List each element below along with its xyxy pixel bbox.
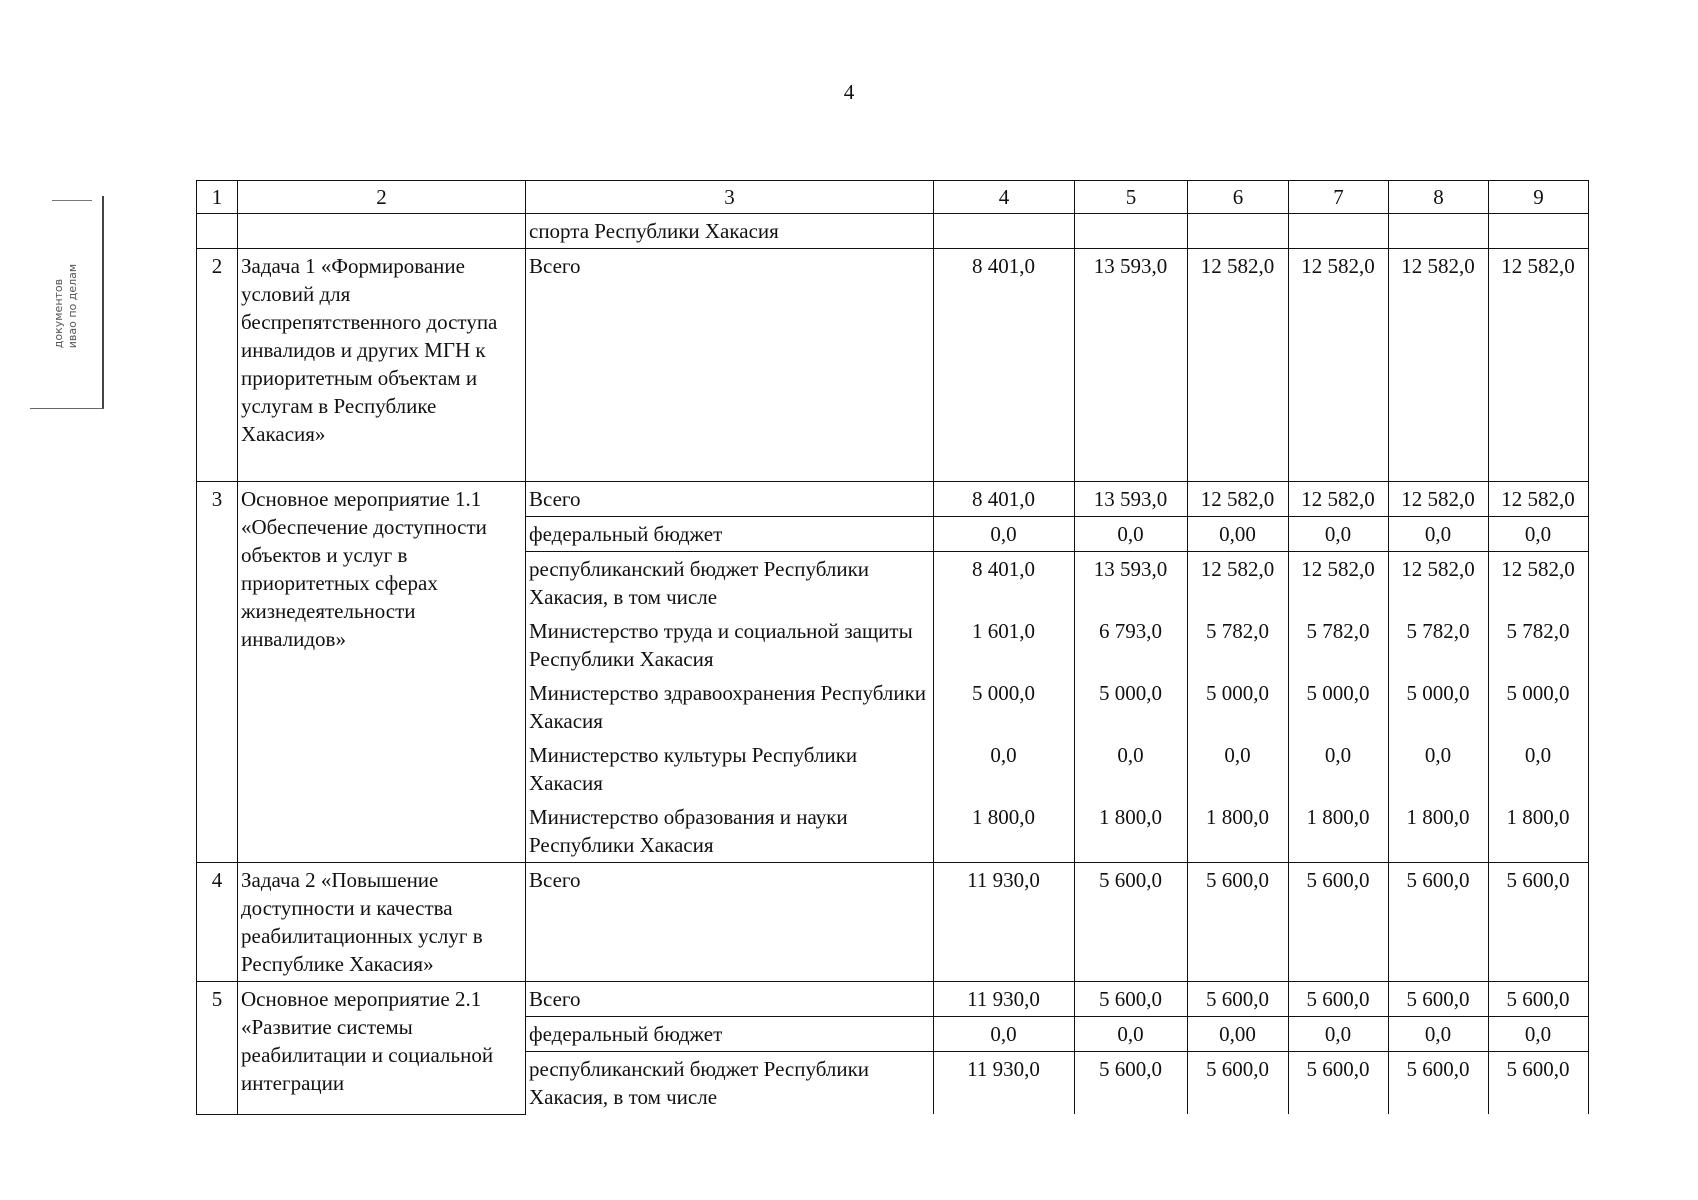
header-cell: 2 [238,181,526,214]
table-row [197,863,1589,982]
value-cell: 0,0 [1075,517,1188,552]
value-cell: 0,0 [1075,1017,1188,1052]
value-cell: 12 582,0 [1389,482,1489,517]
value-cell: 12 582,0 [1289,482,1389,517]
value-cell: 0,0 [934,517,1075,552]
value-cell: 11 930,0 [934,1052,1075,1115]
row-description: Основное мероприятие 2.1 «Развитие системы реабилитации и социальной интеграции [238,982,526,1115]
value-cell: 0,0 [1075,738,1188,800]
funding-source: Всего [526,863,934,982]
value-cell: 0,0 [1289,517,1389,552]
funding-source: федеральный бюджет [526,517,934,552]
page-number: 4 [843,80,855,104]
funding-source: спорта Республики Хакасия [526,214,934,249]
value-cell: 12 582,0 [1289,249,1389,482]
value-cell: 6 793,0 [1075,614,1188,676]
stamp-line: ивао по делам [66,263,79,349]
value-cell: 1 800,0 [934,800,1075,863]
value-cell: 5 600,0 [1389,863,1489,982]
value-cell: 11 930,0 [934,863,1075,982]
header-cell: 5 [1075,181,1188,214]
header-cell: 8 [1389,181,1489,214]
value-cell: 5 600,0 [1489,863,1589,982]
value-cell: 0,0 [1289,738,1389,800]
value-cell [934,214,1075,249]
value-cell: 5 000,0 [1188,676,1289,738]
value-cell: 5 600,0 [1075,863,1188,982]
value-cell: 0,0 [1489,517,1589,552]
value-cell: 12 582,0 [1289,552,1389,615]
value-cell [1075,214,1188,249]
value-cell: 5 000,0 [1075,676,1188,738]
stamp-text [52,264,80,348]
table-row [197,214,1589,249]
value-cell: 5 000,0 [1289,676,1389,738]
value-cell: 1 601,0 [934,614,1075,676]
row-index: 4 [197,863,238,982]
table-row [197,249,1589,482]
value-cell: 13 593,0 [1075,552,1188,615]
row-index: 5 [197,982,238,1115]
value-cell: 13 593,0 [1075,482,1188,517]
value-cell: 1 800,0 [1289,800,1389,863]
value-cell: 5 782,0 [1389,614,1489,676]
value-cell: 5 782,0 [1289,614,1389,676]
value-cell [1188,214,1289,249]
value-cell: 5 600,0 [1489,1052,1589,1115]
value-cell: 12 582,0 [1489,482,1589,517]
value-cell: 5 600,0 [1188,863,1289,982]
value-cell: 5 600,0 [1289,982,1389,1017]
value-cell: 5 600,0 [1188,1052,1289,1115]
value-cell: 5 000,0 [1489,676,1589,738]
value-cell: 8 401,0 [934,552,1075,615]
value-cell: 5 600,0 [1389,982,1489,1017]
value-cell: 0,00 [1188,517,1289,552]
funding-source: Министерство здравоохранения Республики Хакасия [526,676,934,738]
margin-stamp [30,196,104,409]
table-row [197,982,1589,1017]
header-cell: 3 [526,181,934,214]
funding-source: федеральный бюджет [526,1017,934,1052]
value-cell: 12 582,0 [1389,249,1489,482]
funding-source: Министерство образования и науки Республики Хакасия [526,800,934,863]
row-description [238,214,526,249]
value-cell: 0,0 [1188,738,1289,800]
value-cell: 5 600,0 [1389,1052,1489,1115]
stamp-divider [52,200,92,201]
value-cell: 5 600,0 [1075,982,1188,1017]
value-cell: 5 600,0 [1188,982,1289,1017]
row-description: Основное мероприятие 1.1 «Обеспечение доступности объектов и услуг в приоритетных сферах жизнедеятельности инвалидов» [238,482,526,863]
funding-source: Всего [526,482,934,517]
row-index: 3 [197,482,238,863]
value-cell: 13 593,0 [1075,249,1188,482]
table-row [197,482,1589,517]
row-description: Задача 1 «Формирование условий для беспрепятственного доступа инвалидов и других МГН к приоритетным объектам и услугам в Республике Хакасия» [238,249,526,482]
value-cell: 0,0 [1389,517,1489,552]
value-cell: 1 800,0 [1389,800,1489,863]
header-cell: 1 [197,181,238,214]
value-cell: 0,0 [1489,738,1589,800]
value-cell: 12 582,0 [1489,552,1589,615]
value-cell: 5 782,0 [1188,614,1289,676]
value-cell: 5 600,0 [1289,863,1389,982]
header-cell: 9 [1489,181,1589,214]
row-index: 2 [197,249,238,482]
value-cell [1489,214,1589,249]
value-cell: 12 582,0 [1188,552,1289,615]
value-cell: 5 782,0 [1489,614,1589,676]
budget-table [196,180,1589,1115]
value-cell: 11 930,0 [934,982,1075,1017]
value-cell: 1 800,0 [1075,800,1188,863]
value-cell: 0,0 [934,738,1075,800]
funding-source: Всего [526,982,934,1017]
value-cell: 5 600,0 [1075,1052,1188,1115]
value-cell: 5 600,0 [1489,982,1589,1017]
value-cell: 0,0 [1289,1017,1389,1052]
value-cell: 5 600,0 [1289,1052,1389,1115]
funding-source: Министерство труда и социальной защиты Республики Хакасия [526,614,934,676]
value-cell: 12 582,0 [1188,249,1289,482]
value-cell: 0,0 [1389,1017,1489,1052]
value-cell: 0,00 [1188,1017,1289,1052]
value-cell: 0,0 [1489,1017,1589,1052]
stamp-line: документов [52,278,65,349]
value-cell: 1 800,0 [1489,800,1589,863]
value-cell: 1 800,0 [1188,800,1289,863]
header-row [197,181,1589,214]
row-description: Задача 2 «Повышение доступности и качества реабилитационных услуг в Республике Хакасия» [238,863,526,982]
header-cell: 6 [1188,181,1289,214]
funding-source: Министерство культуры Республики Хакасия [526,738,934,800]
value-cell [1289,214,1389,249]
value-cell: 12 582,0 [1389,552,1489,615]
value-cell: 5 000,0 [934,676,1075,738]
funding-source: Всего [526,249,934,482]
value-cell: 8 401,0 [934,482,1075,517]
value-cell [1389,214,1489,249]
value-cell: 12 582,0 [1489,249,1589,482]
funding-source: республиканский бюджет Республики Хакасия, в том числе [526,1052,934,1115]
row-index [197,214,238,249]
value-cell: 0,0 [1389,738,1489,800]
header-cell: 4 [934,181,1075,214]
value-cell: 5 000,0 [1389,676,1489,738]
value-cell: 0,0 [934,1017,1075,1052]
funding-source: республиканский бюджет Республики Хакасия, в том числе [526,552,934,615]
header-cell: 7 [1289,181,1389,214]
value-cell: 12 582,0 [1188,482,1289,517]
value-cell: 8 401,0 [934,249,1075,482]
